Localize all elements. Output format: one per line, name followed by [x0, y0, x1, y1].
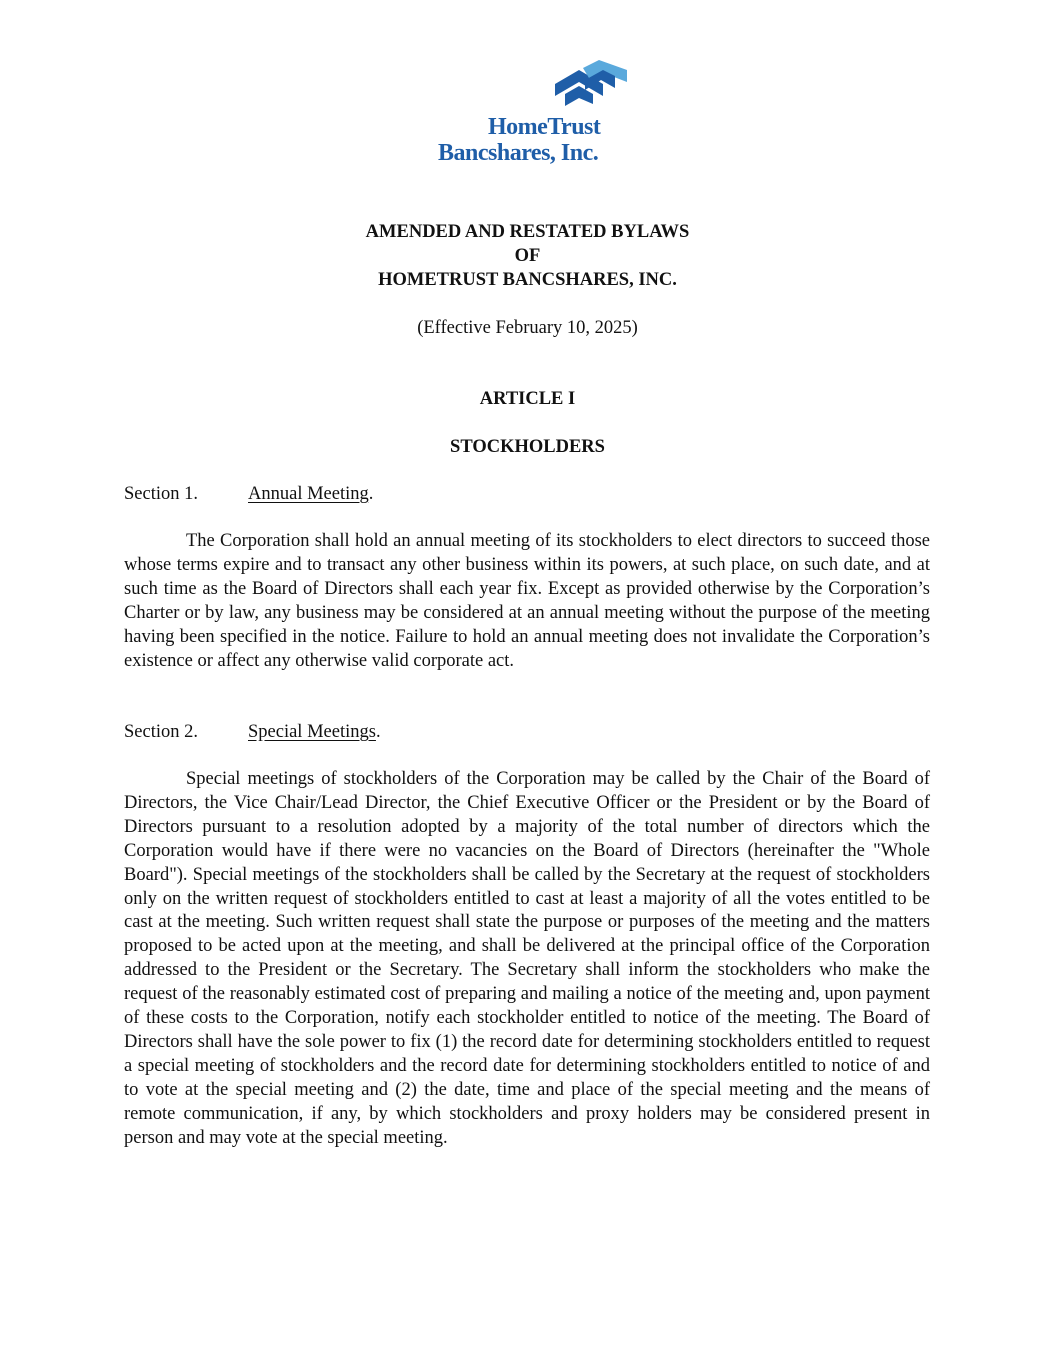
section-2-heading: [124, 720, 381, 744]
section-1-heading: [124, 482, 373, 506]
logo-text-bancshares: Bancshares, Inc.: [438, 140, 599, 166]
title-line-1: AMENDED AND RESTATED BYLAWS: [365, 222, 690, 242]
article-number: ARTICLE I: [479, 389, 576, 409]
document-title: [0, 220, 1055, 292]
effective-date: (Effective February 10, 2025): [417, 318, 638, 338]
title-line-2: OF: [514, 246, 541, 266]
logo-text-hometrust: HomeTrust: [488, 114, 601, 140]
article-name: STOCKHOLDERS: [450, 437, 605, 457]
company-logo: [438, 60, 618, 170]
hometrust-roof-logo-icon: [555, 60, 627, 112]
section-1-number: Section 1.: [124, 484, 198, 504]
section-1-title: Annual Meeting: [248, 484, 369, 504]
section-1-body: The Corporation shall hold an annual meeting of its stockholders to elect directors to succeed those whose terms expire and to transact any other business within its powers, at such place, on such date, and at such time as the Board of Directors shall each year fix. Except as provided otherwise by the Corporation’s Charter or by law, any business may be considered at an annual meeting without the purpose of the meeting having been specified in the notice. Failure to hold an annual meeting does not invalidate the Corporation’s existence or affect any otherwise valid corporate act.: [124, 531, 930, 671]
section-2-number: Section 2.: [124, 722, 198, 742]
section-2-title: Special Meetings: [248, 722, 376, 742]
section-1-punct: .: [368, 484, 374, 504]
section-2-punct: .: [375, 722, 381, 742]
section-2-body: Special meetings of stockholders of the Corporation may be called by the Chair of the Board of Directors, the Vice Chair/Lead Director, the Chief Executive Officer or the President or by the Board of Directors pursuant to a resolution adopted by a majority of the total number of directors which the Corporation would have if there were no vacancies on the Board of Directors (hereinafter the "Whole Board"). Special meetings of the stockholders shall be called by the Secretary at the request of stockholders only on the written request of stockholders entitled to cast at least a majority of all the votes entitled to be cast at the meeting. Such written request shall state the purpose or purposes of the meeting and the matters proposed to be acted upon at the meeting, and shall be delivered at the principal office of the Corporation addressed to the President or the Secretary. The Secretary shall inform the stockholders who make the request of the reasonably estimated cost of preparing and mailing a notice of the meeting and, upon payment of these costs to the Corporation, notify each stockholder entitled to notice of the meeting. The Board of Directors shall have the sole power to fix (1) the record date for determining stockholders entitled to request a special meeting of stockholders and the record date for determining stockholders entitled to notice of and to vote at the special meeting and (2) the date, time and place of the special meeting and the means of remote communication, if any, by which stockholders and proxy holders may be considered present in person and may vote at the special meeting.: [124, 769, 930, 1148]
title-line-3: HOMETRUST BANCSHARES, INC.: [378, 270, 677, 290]
